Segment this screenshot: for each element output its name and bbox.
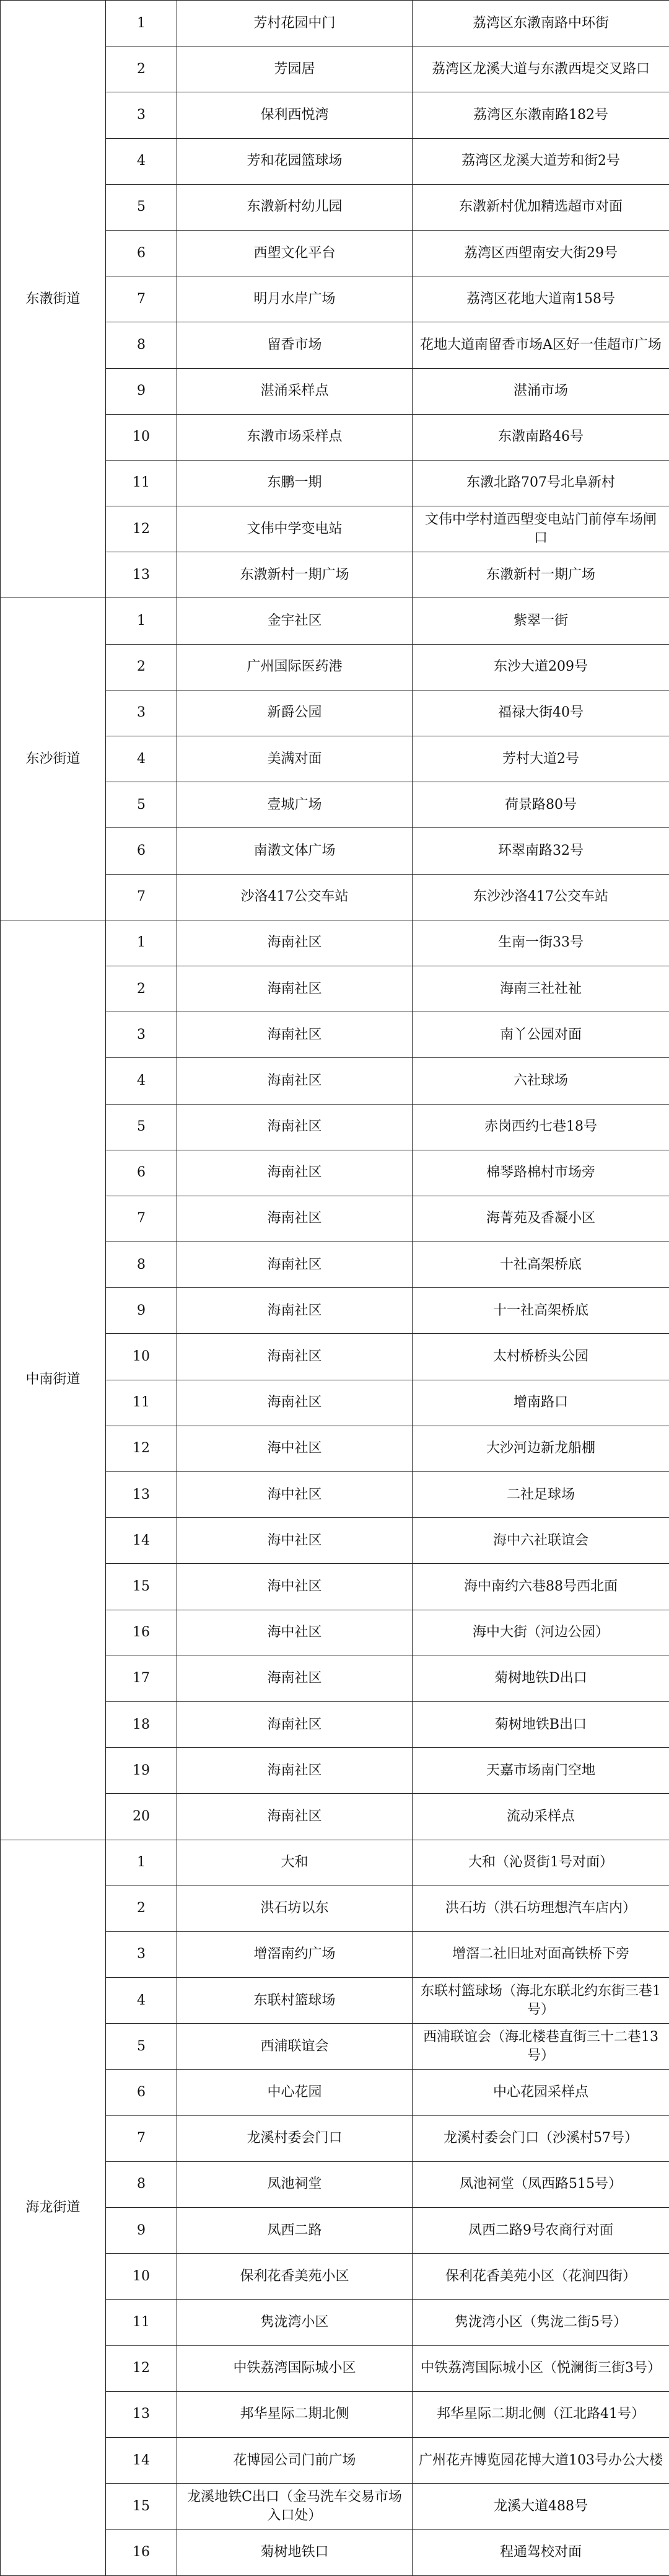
site-name-cell: 海南社区 xyxy=(177,1150,413,1196)
site-name-cell: 海南社区 xyxy=(177,1288,413,1334)
site-name-cell: 大和 xyxy=(177,1840,413,1886)
site-name-cell: 东漖新村一期广场 xyxy=(177,552,413,598)
row-number-cell: 12 xyxy=(106,506,177,552)
row-number-cell: 2 xyxy=(106,966,177,1012)
row-number-cell: 13 xyxy=(106,2391,177,2437)
row-number-cell: 20 xyxy=(106,1794,177,1840)
address-cell: 邦华星际二期北侧（江北路41号） xyxy=(413,2391,669,2437)
site-name-cell: 菊树地铁口 xyxy=(177,2530,413,2575)
address-cell: 福禄大街40号 xyxy=(413,690,669,736)
row-number-cell: 18 xyxy=(106,1701,177,1747)
row-number-cell: 6 xyxy=(106,828,177,874)
address-cell: 海中南约六巷88号西北面 xyxy=(413,1564,669,1610)
site-name-cell: 壹城广场 xyxy=(177,782,413,828)
address-cell: 紫翠一街 xyxy=(413,598,669,644)
site-name-cell: 隽泷湾小区 xyxy=(177,2300,413,2345)
site-name-cell: 东漖市场采样点 xyxy=(177,414,413,460)
site-name-cell: 芳村花园中门 xyxy=(177,1,413,46)
site-name-cell: 海中社区 xyxy=(177,1472,413,1518)
address-cell: 太村桥桥头公园 xyxy=(413,1334,669,1380)
address-cell: 荔湾区龙溪大道芳和街2号 xyxy=(413,138,669,184)
row-number-cell: 11 xyxy=(106,1380,177,1426)
table-row xyxy=(1,1840,669,1886)
row-number-cell: 2 xyxy=(106,46,177,92)
site-name-cell: 海南社区 xyxy=(177,1012,413,1058)
address-cell: 荔湾区西塱南安大街29号 xyxy=(413,230,669,276)
site-name-cell: 花博园公司门前广场 xyxy=(177,2437,413,2483)
site-name-cell: 洪石坊以东 xyxy=(177,1886,413,1931)
site-name-cell: 邦华星际二期北侧 xyxy=(177,2391,413,2437)
row-number-cell: 9 xyxy=(106,368,177,414)
address-cell: 中心花园采样点 xyxy=(413,2070,669,2115)
site-name-cell: 广州国际医药港 xyxy=(177,644,413,690)
site-name-cell: 文伟中学变电站 xyxy=(177,506,413,552)
address-cell: 花地大道南留香市场A区好一佳超市广场 xyxy=(413,322,669,368)
address-cell: 凤池祠堂（凤西路515号） xyxy=(413,2161,669,2207)
address-cell: 六社球场 xyxy=(413,1058,669,1104)
row-number-cell: 3 xyxy=(106,690,177,736)
address-cell: 十一社高架桥底 xyxy=(413,1288,669,1334)
address-cell: 菊树地铁B出口 xyxy=(413,1701,669,1747)
site-name-cell: 南漖文体广场 xyxy=(177,828,413,874)
site-name-cell: 海南社区 xyxy=(177,1334,413,1380)
site-name-cell: 海中社区 xyxy=(177,1610,413,1656)
address-cell: 荔湾区东漖南路中环街 xyxy=(413,1,669,46)
address-cell: 中铁荔湾国际城小区（悦澜街三街3号） xyxy=(413,2345,669,2391)
row-number-cell: 11 xyxy=(106,460,177,506)
row-number-cell: 1 xyxy=(106,598,177,644)
address-cell: 西浦联谊会（海北楼巷直街三十二巷13号） xyxy=(413,2024,669,2070)
site-name-cell: 中心花园 xyxy=(177,2070,413,2115)
address-cell: 保利花香美苑小区（花涧四街） xyxy=(413,2254,669,2300)
site-name-cell: 海中社区 xyxy=(177,1426,413,1471)
address-cell: 海中六社联谊会 xyxy=(413,1518,669,1564)
row-number-cell: 4 xyxy=(106,1058,177,1104)
address-cell: 增滘二社旧址对面高铁桥下旁 xyxy=(413,1931,669,1977)
site-name-cell: 凤西二路 xyxy=(177,2208,413,2254)
address-cell: 菊树地铁D出口 xyxy=(413,1656,669,1701)
site-name-cell: 芳园居 xyxy=(177,46,413,92)
row-number-cell: 7 xyxy=(106,874,177,920)
table-row xyxy=(1,920,669,966)
row-number-cell: 13 xyxy=(106,1472,177,1518)
row-number-cell: 14 xyxy=(106,2437,177,2483)
site-name-cell: 海南社区 xyxy=(177,1196,413,1242)
site-name-cell: 保利西悦湾 xyxy=(177,92,413,138)
street-name-cell: 中南街道 xyxy=(1,920,106,1840)
row-number-cell: 16 xyxy=(106,2530,177,2575)
address-cell: 大和（沁贤街1号对面） xyxy=(413,1840,669,1886)
address-cell: 芳村大道2号 xyxy=(413,736,669,782)
row-number-cell: 3 xyxy=(106,1931,177,1977)
site-name-cell: 海南社区 xyxy=(177,1380,413,1426)
site-name-cell: 美满对面 xyxy=(177,736,413,782)
row-number-cell: 17 xyxy=(106,1656,177,1701)
site-name-cell: 中铁荔湾国际城小区 xyxy=(177,2345,413,2391)
row-number-cell: 5 xyxy=(106,2024,177,2070)
row-number-cell: 4 xyxy=(106,138,177,184)
site-name-cell: 龙溪地铁C出口（金马洗车交易市场入口处） xyxy=(177,2484,413,2530)
row-number-cell: 6 xyxy=(106,2070,177,2115)
address-cell: 东沙大道209号 xyxy=(413,644,669,690)
row-number-cell: 8 xyxy=(106,1242,177,1288)
row-number-cell: 9 xyxy=(106,1288,177,1334)
row-number-cell: 2 xyxy=(106,644,177,690)
address-cell: 天嘉市场南门空地 xyxy=(413,1748,669,1794)
site-name-cell: 东漖新村幼儿园 xyxy=(177,184,413,230)
address-cell: 荔湾区龙溪大道与东漖西堤交叉路口 xyxy=(413,46,669,92)
row-number-cell: 3 xyxy=(106,92,177,138)
address-cell: 生南一街33号 xyxy=(413,920,669,966)
address-cell: 龙溪大道488号 xyxy=(413,2484,669,2530)
site-name-cell: 新爵公园 xyxy=(177,690,413,736)
row-number-cell: 4 xyxy=(106,1978,177,2024)
address-cell: 隽泷湾小区（隽泷二街5号） xyxy=(413,2300,669,2345)
address-cell: 荔湾区花地大道南158号 xyxy=(413,276,669,322)
site-name-cell: 海中社区 xyxy=(177,1518,413,1564)
address-cell: 棉琴路棉村市场旁 xyxy=(413,1150,669,1196)
site-name-cell: 西塱文化平台 xyxy=(177,230,413,276)
site-name-cell: 东联村篮球场 xyxy=(177,1978,413,2024)
address-cell: 环翠南路32号 xyxy=(413,828,669,874)
row-number-cell: 7 xyxy=(106,2115,177,2161)
site-name-cell: 增滘南约广场 xyxy=(177,1931,413,1977)
site-name-cell: 海南社区 xyxy=(177,1748,413,1794)
site-name-cell: 海南社区 xyxy=(177,920,413,966)
address-cell: 龙溪村委会门口（沙溪村57号） xyxy=(413,2115,669,2161)
row-number-cell: 12 xyxy=(106,2345,177,2391)
address-cell: 东漖南路46号 xyxy=(413,414,669,460)
row-number-cell: 11 xyxy=(106,2300,177,2345)
site-name-cell: 海南社区 xyxy=(177,1058,413,1104)
address-cell: 赤岗西约七巷18号 xyxy=(413,1104,669,1150)
address-cell: 东漖新村优加精选超市对面 xyxy=(413,184,669,230)
site-name-cell: 留香市场 xyxy=(177,322,413,368)
street-name-cell: 东沙街道 xyxy=(1,598,106,920)
table-row xyxy=(1,1,669,46)
address-cell: 荷景路80号 xyxy=(413,782,669,828)
site-name-cell: 明月水岸广场 xyxy=(177,276,413,322)
row-number-cell: 2 xyxy=(106,1886,177,1931)
address-cell: 文伟中学村道西塱变电站门前停车场闸口 xyxy=(413,506,669,552)
address-cell: 东漖新村一期广场 xyxy=(413,552,669,598)
row-number-cell: 10 xyxy=(106,1334,177,1380)
address-cell: 凤西二路9号农商行对面 xyxy=(413,2208,669,2254)
site-name-cell: 东鹏一期 xyxy=(177,460,413,506)
site-name-cell: 金宇社区 xyxy=(177,598,413,644)
row-number-cell: 4 xyxy=(106,736,177,782)
address-cell: 海南三社社祉 xyxy=(413,966,669,1012)
site-name-cell: 海南社区 xyxy=(177,1701,413,1747)
site-name-cell: 海中社区 xyxy=(177,1564,413,1610)
site-name-cell: 芳和花园篮球场 xyxy=(177,138,413,184)
address-cell: 十社高架桥底 xyxy=(413,1242,669,1288)
address-cell: 海中大街（河边公园） xyxy=(413,1610,669,1656)
row-number-cell: 10 xyxy=(106,2254,177,2300)
table-body xyxy=(1,1,669,2576)
row-number-cell: 12 xyxy=(106,1426,177,1471)
row-number-cell: 6 xyxy=(106,230,177,276)
table-row xyxy=(1,598,669,644)
site-name-cell: 海南社区 xyxy=(177,1104,413,1150)
site-name-cell: 海南社区 xyxy=(177,1242,413,1288)
address-cell: 湛涌市场 xyxy=(413,368,669,414)
row-number-cell: 1 xyxy=(106,920,177,966)
address-cell: 大沙河边新龙船棚 xyxy=(413,1426,669,1471)
street-name-cell: 东漖街道 xyxy=(1,1,106,598)
row-number-cell: 19 xyxy=(106,1748,177,1794)
site-name-cell: 海南社区 xyxy=(177,1794,413,1840)
row-number-cell: 6 xyxy=(106,1150,177,1196)
site-name-cell: 沙洛417公交车站 xyxy=(177,874,413,920)
row-number-cell: 14 xyxy=(106,1518,177,1564)
address-cell: 流动采样点 xyxy=(413,1794,669,1840)
row-number-cell: 8 xyxy=(106,322,177,368)
row-number-cell: 16 xyxy=(106,1610,177,1656)
site-name-cell: 海南社区 xyxy=(177,1656,413,1701)
row-number-cell: 3 xyxy=(106,1012,177,1058)
address-cell: 东漖北路707号北阜新村 xyxy=(413,460,669,506)
row-number-cell: 7 xyxy=(106,276,177,322)
row-number-cell: 5 xyxy=(106,1104,177,1150)
row-number-cell: 15 xyxy=(106,1564,177,1610)
address-cell: 东沙沙洛417公交车站 xyxy=(413,874,669,920)
street-name-cell: 海龙街道 xyxy=(1,1840,106,2575)
site-name-cell: 龙溪村委会门口 xyxy=(177,2115,413,2161)
site-name-cell: 保利花香美苑小区 xyxy=(177,2254,413,2300)
address-cell: 海菁苑及香凝小区 xyxy=(413,1196,669,1242)
row-number-cell: 13 xyxy=(106,552,177,598)
row-number-cell: 9 xyxy=(106,2208,177,2254)
site-name-cell: 凤池祠堂 xyxy=(177,2161,413,2207)
row-number-cell: 10 xyxy=(106,414,177,460)
site-name-cell: 海南社区 xyxy=(177,966,413,1012)
address-cell: 洪石坊（洪石坊理想汽车店内） xyxy=(413,1886,669,1931)
address-cell: 二社足球场 xyxy=(413,1472,669,1518)
row-number-cell: 5 xyxy=(106,782,177,828)
row-number-cell: 1 xyxy=(106,1840,177,1886)
address-cell: 南丫公园对面 xyxy=(413,1012,669,1058)
address-cell: 增南路口 xyxy=(413,1380,669,1426)
address-cell: 广州花卉博览园花博大道103号办公大楼 xyxy=(413,2437,669,2483)
row-number-cell: 1 xyxy=(106,1,177,46)
site-name-cell: 西浦联谊会 xyxy=(177,2024,413,2070)
row-number-cell: 8 xyxy=(106,2161,177,2207)
address-cell: 程通驾校对面 xyxy=(413,2530,669,2575)
row-number-cell: 7 xyxy=(106,1196,177,1242)
address-cell: 东联村篮球场（海北东联北约东街三巷1号） xyxy=(413,1978,669,2024)
site-name-cell: 湛涌采样点 xyxy=(177,368,413,414)
row-number-cell: 5 xyxy=(106,184,177,230)
row-number-cell: 15 xyxy=(106,2484,177,2530)
address-cell: 荔湾区东漖南路182号 xyxy=(413,92,669,138)
